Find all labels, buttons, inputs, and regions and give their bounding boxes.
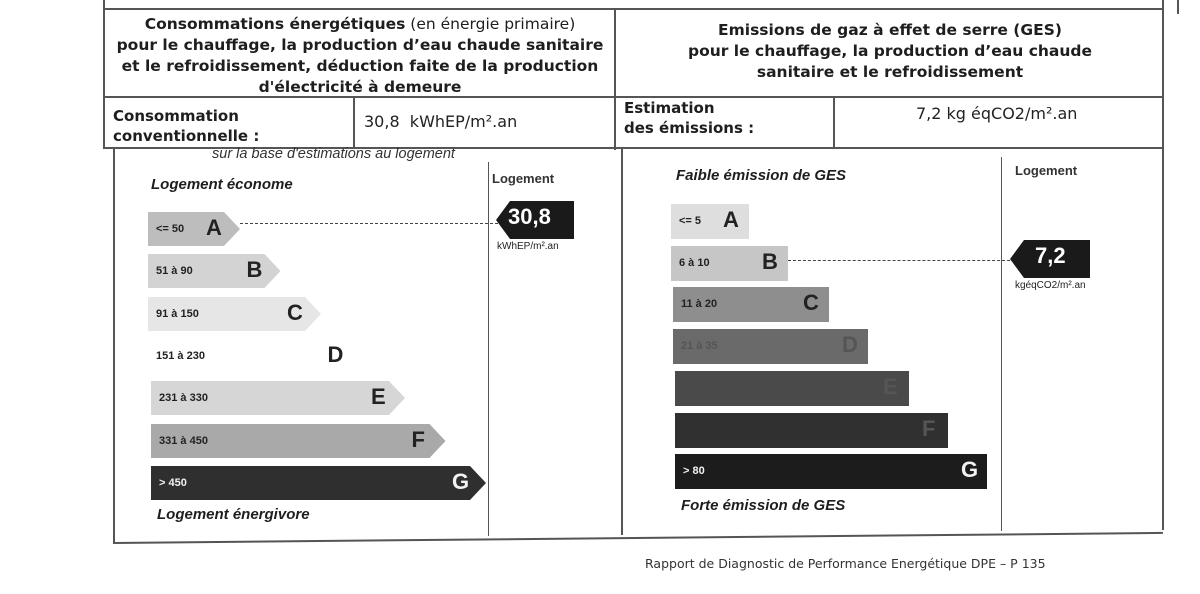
energy-class-bar-c <box>148 297 321 331</box>
energy-class-range: 331 à 450 <box>159 434 208 447</box>
energy-class-range: 91 à 150 <box>156 307 199 320</box>
energy-bottom-label: Logement énergivore <box>157 506 310 523</box>
energy-class-range: 151 à 230 <box>156 349 205 362</box>
ges-class-bar-b <box>671 246 788 281</box>
ges-class-letter: F <box>922 415 936 441</box>
frame-mid-divider <box>614 8 616 150</box>
energy-logement-unit: kWhEP/m².an <box>497 241 559 252</box>
energy-class-letter: C <box>287 299 303 325</box>
energy-class-range: <= 50 <box>156 223 185 235</box>
ges-logement-header: Logement <box>1015 163 1078 178</box>
energy-note: sur la base d'estimations au logement <box>212 146 455 162</box>
ges-logement-value: 7,2 <box>1035 243 1066 268</box>
ges-class-range: 21 à 35 <box>681 340 718 353</box>
frame-right-top-stub <box>1177 0 1179 14</box>
value-cell-divider-left <box>353 97 355 148</box>
energy-class-letter: A <box>206 215 222 240</box>
energy-class-bar-f <box>151 424 446 458</box>
energy-header-line3: et le refroidissement, déduction faite de la production <box>121 57 599 75</box>
ges-logement-badge <box>1010 240 1090 278</box>
energy-label-line2: conventionnelle : <box>113 127 260 145</box>
energy-class-letter: D <box>327 341 344 367</box>
ges-logement-unit: kgéqCO2/m².an <box>1015 280 1086 291</box>
ges-class-bar-g <box>675 454 987 489</box>
energy-header-normal: (en énergie primaire) <box>410 15 576 33</box>
ges-class-letter: B <box>762 248 778 274</box>
frame-mid-divider-lower <box>621 148 623 535</box>
footer-report-title: Rapport de Diagnostic de Performance Energétique DPE – P 135 <box>645 556 1046 571</box>
energy-class-bar-b <box>148 254 281 288</box>
ges-estimation-label <box>624 98 754 138</box>
ges-class-bar-a <box>671 204 749 239</box>
ges-class-letter: G <box>961 457 979 483</box>
ges-class-letter: A <box>723 207 739 232</box>
energy-class-shape-g <box>151 466 486 500</box>
energy-class-letter: E <box>371 384 386 410</box>
ges-class-range: <= 5 <box>679 215 702 227</box>
energy-indicator-line <box>240 223 498 224</box>
energy-header-bold: Consommations énergétiques <box>144 15 406 33</box>
ges-header-line3: sanitaire et le refroidissement <box>756 63 1024 81</box>
ges-class-bar-d <box>673 329 868 364</box>
frame-right <box>1162 0 1164 530</box>
frame-top <box>103 8 1163 10</box>
ges-class-range: 11 à 20 <box>681 298 718 311</box>
energy-class-letter: F <box>411 426 425 452</box>
ges-estimation-value: 7,2 kg éqCO2/m².an <box>916 104 1078 123</box>
energy-logement-badge <box>496 201 574 239</box>
energy-header-line2: pour le chauffage, la production d’eau chaude sanitaire <box>116 36 604 54</box>
ges-bottom-label: Forte émission de GES <box>681 497 846 514</box>
energy-class-range: > 450 <box>159 476 187 489</box>
energy-class-range: 231 à 330 <box>159 392 208 405</box>
ges-header-line1: Emissions de gaz à effet de serre (GES) <box>718 21 1062 39</box>
ges-class-letter: E <box>883 373 898 399</box>
energy-label-line1: Consommation <box>113 107 239 125</box>
value-cell-divider-right <box>833 97 835 148</box>
ges-label-line1: Estimation <box>624 99 715 117</box>
energy-logement-header: Logement <box>492 171 555 186</box>
ges-logement-divider <box>1001 157 1002 531</box>
energy-class-range: 51 à 90 <box>156 265 193 278</box>
ges-class-range: 6 à 10 <box>679 256 710 269</box>
ges-indicator-line <box>788 260 1020 261</box>
ges-class-letter: C <box>803 290 819 316</box>
ges-label-line2: des émissions : <box>624 119 755 137</box>
energy-logement-value: 30,8 <box>508 204 551 229</box>
ges-class-bar-e <box>675 371 909 406</box>
energy-logement-divider <box>488 162 489 536</box>
energy-class-letter: B <box>246 257 263 283</box>
ges-class-range: > 80 <box>683 465 705 478</box>
energy-header <box>110 14 610 98</box>
frame-bottom <box>113 532 1163 544</box>
energy-consumption-value: 30,8 kWhEP/m².an <box>364 112 518 131</box>
ges-header-line2: pour le chauffage, la production d’eau chaude <box>687 42 1093 60</box>
ges-top-label: Faible émission de GES <box>676 167 847 184</box>
energy-header-line4: d'électricité à demeure <box>258 78 462 96</box>
energy-class-letter: G <box>452 468 470 494</box>
frame-left-lower <box>113 148 115 544</box>
ges-class-letter: D <box>842 332 858 358</box>
energy-class-bar-e <box>151 381 405 415</box>
ges-class-bar-c <box>673 287 829 322</box>
ges-class-bar-f <box>675 413 948 448</box>
energy-class-bar-a <box>148 212 240 246</box>
energy-consumption-label <box>113 106 259 146</box>
energy-class-bar-g <box>151 466 486 500</box>
energy-top-label: Logement économe <box>151 176 293 193</box>
frame-left <box>103 0 105 148</box>
ges-header <box>620 20 1160 83</box>
energy-class-bar-d <box>148 339 362 373</box>
